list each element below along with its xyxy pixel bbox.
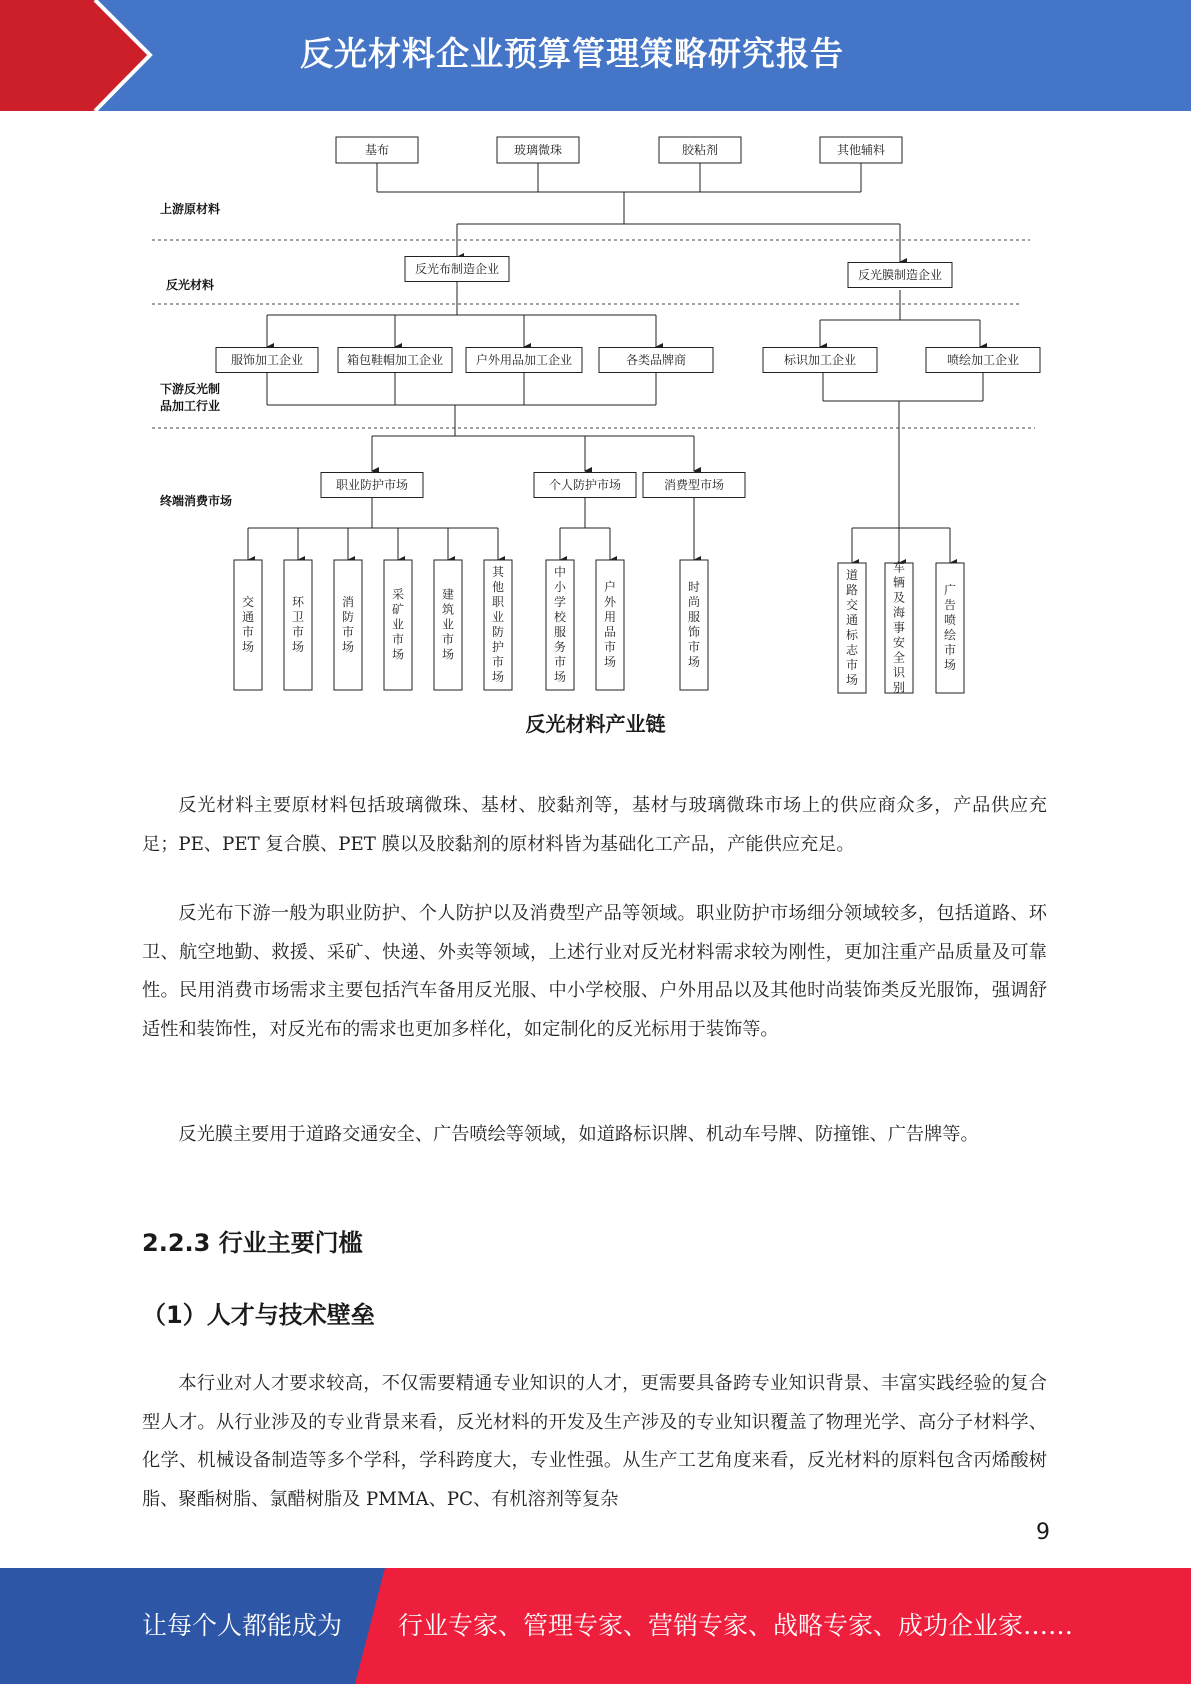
svg-text:校: 校 <box>553 610 567 624</box>
svg-text:职: 职 <box>491 595 505 609</box>
svg-text:品: 品 <box>603 625 617 639</box>
node-terminal-market <box>334 560 362 690</box>
svg-text:市: 市 <box>687 640 701 654</box>
svg-text:时: 时 <box>687 580 701 594</box>
node-terminal-market <box>936 563 964 693</box>
svg-text:海: 海 <box>892 605 906 620</box>
svg-text:用: 用 <box>603 610 617 624</box>
svg-text:反光布制造企业: 反光布制造企业 <box>414 262 500 276</box>
node-processing-company <box>466 348 582 373</box>
paragraph-3: 反光膜主要用于道路交通安全、广告喷绘等领域，如道路标识牌、机动车号牌、防撞锥、广告牌等。 <box>178 1124 979 1145</box>
svg-text:务: 务 <box>553 640 567 654</box>
svg-text:标: 标 <box>845 628 859 642</box>
svg-text:玻璃微珠: 玻璃微珠 <box>513 143 563 157</box>
row-label-downstream-1: 下游反光制 <box>160 382 221 396</box>
svg-text:环: 环 <box>291 595 305 609</box>
footer-slogan-left: 让每个人都能成为 <box>142 1611 343 1640</box>
svg-text:广: 广 <box>943 583 957 597</box>
svg-text:服饰加工企业: 服饰加工企业 <box>230 353 304 367</box>
header-arrow-decoration <box>0 0 160 111</box>
node-market <box>321 473 423 498</box>
svg-text:职业防护市场: 职业防护市场 <box>335 478 409 492</box>
svg-text:护: 护 <box>491 640 505 654</box>
node-processing-company <box>599 348 713 373</box>
svg-text:饰: 饰 <box>687 625 701 639</box>
svg-text:告: 告 <box>943 598 957 612</box>
svg-text:安: 安 <box>892 635 906 650</box>
svg-text:反光膜制造企业: 反光膜制造企业 <box>857 268 943 282</box>
svg-text:辆: 辆 <box>892 575 906 590</box>
svg-text:场: 场 <box>603 655 617 669</box>
svg-text:卫: 卫 <box>291 610 305 624</box>
svg-text:喷绘加工企业: 喷绘加工企业 <box>946 353 1020 367</box>
svg-text:市: 市 <box>943 643 957 657</box>
svg-text:消费型市场: 消费型市场 <box>663 478 725 492</box>
node-terminal-market <box>596 560 624 690</box>
svg-text:胶粘剂: 胶粘剂 <box>681 143 719 157</box>
svg-text:通: 通 <box>845 613 859 627</box>
svg-text:箱包鞋帽加工企业: 箱包鞋帽加工企业 <box>346 353 444 367</box>
paragraph-1: 反光材料主要原材料包括玻璃微珠、基材、胶黏剂等，基材与玻璃微珠市场上的供应商众多，产品供应充足；PE、PET 复合膜、PET 膜以及胶黏剂的原材料皆为基础化工产品，产能供应充足。 <box>142 795 1047 855</box>
page-number: 9 <box>1036 1520 1050 1545</box>
svg-text:市: 市 <box>341 625 355 639</box>
svg-text:学: 学 <box>553 595 567 609</box>
svg-text:消: 消 <box>341 595 355 609</box>
svg-text:识: 识 <box>892 665 906 680</box>
svg-text:喷: 喷 <box>943 613 957 627</box>
svg-text:场: 场 <box>943 658 957 672</box>
svg-text:事: 事 <box>892 620 906 635</box>
paragraph-2: 反光布下游一般为职业防护、个人防护以及消费型产品等领域。职业防护市场细分领域较多，包括道路、环卫、航空地勤、救援、采矿、快递、外卖等领域，上述行业对反光材料需求较为刚性，更加注重产品质量及可靠性。民用消费市场需求主要包括汽车备用反光服、中小学校服、户外用品以及其他时尚装饰类反光服饰，强调舒适性和装饰性，对反光布的需求也更加多样化，如定制化的反光标用于装饰等。 <box>142 903 1047 1040</box>
svg-text:服: 服 <box>687 610 701 624</box>
svg-text:业: 业 <box>391 617 405 632</box>
svg-text:防: 防 <box>341 610 355 624</box>
svg-text:标识加工企业: 标识加工企业 <box>783 353 857 367</box>
row-label-material: 反光材料 <box>166 278 215 292</box>
svg-text:市: 市 <box>391 632 405 647</box>
node-terminal-market <box>546 560 574 690</box>
diagram-caption: 反光材料产业链 <box>525 712 666 736</box>
row-label-downstream-2: 品加工行业 <box>160 399 221 413</box>
node-reflective-film-maker <box>848 263 952 288</box>
svg-text:市: 市 <box>845 658 859 672</box>
svg-text:场: 场 <box>491 670 505 684</box>
node-processing-company <box>216 348 318 373</box>
svg-text:市: 市 <box>553 655 567 669</box>
svg-text:场: 场 <box>291 640 305 654</box>
svg-text:小: 小 <box>553 580 567 594</box>
svg-text:志: 志 <box>845 643 859 657</box>
svg-text:别: 别 <box>892 680 906 695</box>
node-market <box>534 473 636 498</box>
svg-text:场: 场 <box>687 655 701 669</box>
svg-text:场: 场 <box>845 673 859 687</box>
node-terminal-market <box>680 560 708 690</box>
node-terminal-market <box>284 560 312 690</box>
node-terminal-market <box>434 560 462 690</box>
node-terminal-market <box>384 560 412 690</box>
svg-text:筑: 筑 <box>441 602 455 617</box>
svg-text:交: 交 <box>845 598 859 612</box>
row-label-terminal: 终端消费市场 <box>160 494 233 508</box>
svg-text:交: 交 <box>241 595 255 609</box>
svg-text:市: 市 <box>441 632 455 647</box>
svg-text:场: 场 <box>553 670 567 684</box>
svg-text:场: 场 <box>391 647 405 662</box>
svg-text:基布: 基布 <box>364 143 390 157</box>
svg-text:通: 通 <box>241 610 255 624</box>
svg-text:及: 及 <box>892 590 906 605</box>
svg-text:服: 服 <box>553 625 567 639</box>
svg-text:防: 防 <box>491 625 505 639</box>
report-title: 反光材料企业预算管理策略研究报告 <box>300 34 844 73</box>
svg-text:绘: 绘 <box>943 628 957 642</box>
node-processing-company <box>763 348 877 373</box>
svg-text:市: 市 <box>241 625 255 639</box>
section-heading: 2.2.3 行业主要门槛 <box>142 1229 363 1257</box>
svg-text:业: 业 <box>441 617 455 632</box>
svg-text:业: 业 <box>491 610 505 624</box>
node-reflective-fabric-maker <box>405 257 509 282</box>
paragraph-4: 本行业对人才要求较高，不仅需要精通专业知识的人才，更需要具备跨专业知识背景、丰富实践经验的复合型人才。从行业涉及的专业背景来看，反光材料的开发及生产涉及的专业知识覆盖了物理光学、高分子材料学、化学、机械设备制造等多个学科，学科跨度大，专业性强。从生产工艺角度来看，反光材料的原料包含丙烯酸树脂、聚酯树脂、氯醋树脂及 PMMA、PC、有机溶剂等复杂 <box>142 1373 1047 1510</box>
row-label-upstream: 上游原材料 <box>160 202 221 216</box>
svg-text:户外用品加工企业: 户外用品加工企业 <box>475 353 573 367</box>
svg-text:其他辅料: 其他辅料 <box>836 143 886 157</box>
svg-text:各类品牌商: 各类品牌商 <box>625 353 687 367</box>
svg-text:户: 户 <box>603 580 617 594</box>
svg-text:采: 采 <box>391 587 405 602</box>
node-terminal-market <box>234 560 262 690</box>
node-raw-material <box>820 137 902 163</box>
svg-text:市: 市 <box>603 640 617 654</box>
svg-text:尚: 尚 <box>687 595 701 609</box>
svg-text:市: 市 <box>291 625 305 639</box>
node-processing-company <box>926 348 1040 373</box>
node-raw-material <box>497 137 579 163</box>
svg-text:车: 车 <box>892 560 906 575</box>
svg-text:其: 其 <box>491 565 505 579</box>
svg-text:场: 场 <box>441 647 455 662</box>
svg-text:路: 路 <box>845 583 859 597</box>
node-raw-material <box>659 137 741 163</box>
footer-slogan-right: 行业专家、管理专家、营销专家、战略专家、成功企业家…… <box>398 1611 1074 1640</box>
node-terminal-market <box>838 563 866 693</box>
node-market <box>643 473 745 498</box>
page-header <box>0 0 1191 111</box>
node-raw-material <box>336 137 418 163</box>
industry-chain-diagram <box>0 111 1191 751</box>
svg-text:场: 场 <box>341 640 355 654</box>
svg-text:矿: 矿 <box>391 602 405 617</box>
svg-text:市: 市 <box>491 655 505 669</box>
svg-text:外: 外 <box>603 595 617 609</box>
svg-text:全: 全 <box>892 650 906 665</box>
node-terminal-market <box>484 560 512 690</box>
svg-text:道: 道 <box>845 568 859 582</box>
svg-text:场: 场 <box>241 640 255 654</box>
svg-text:建: 建 <box>441 587 455 602</box>
svg-text:个人防护市场: 个人防护市场 <box>548 478 622 492</box>
node-terminal-market <box>885 561 913 695</box>
node-processing-company <box>338 348 452 373</box>
subsection-heading: （1）人才与技术壁垒 <box>142 1301 375 1329</box>
svg-text:中: 中 <box>553 565 567 579</box>
svg-text:他: 他 <box>491 580 505 594</box>
